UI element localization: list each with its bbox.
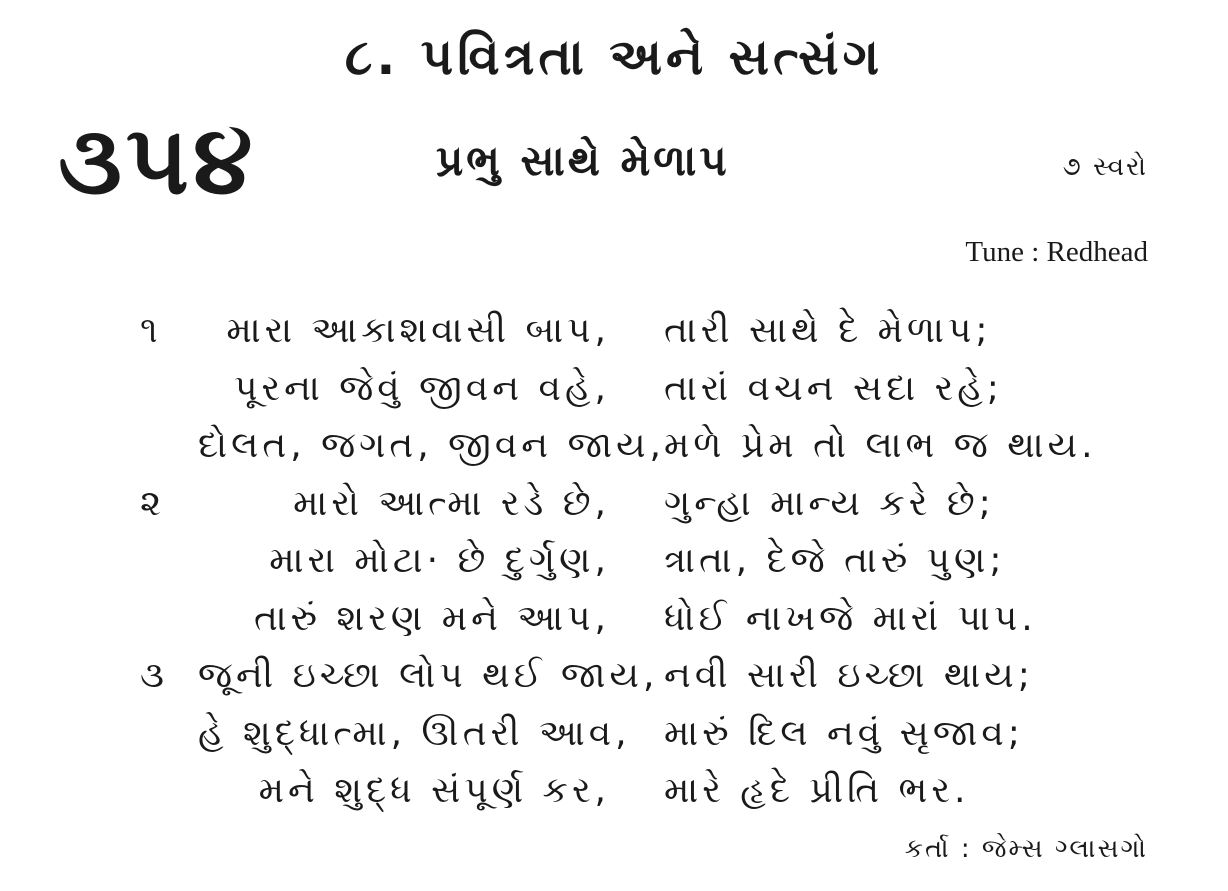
line-second-half: તારી સાથે દે મેળાપ; [664,310,992,351]
line-first-half: તારું શરણ મને આપ, [253,597,610,639]
section-title: ૮. પવિત્રતા અને સત્સંગ [344,28,884,86]
hymn-number: ૩૫૪ [58,104,257,216]
line-second-half: તારાં વચન સદા રહે; [664,367,1003,409]
line-first-half: મને શુદ્ધ સંપૂર્ણ કર, [258,770,610,811]
verse-number: ૩ [140,655,168,696]
stanza-line [0,417,1228,475]
line-first-half: પૂરના જેવું જીવન વહે, [234,367,610,409]
line-second-half: નવી સારી ઇચ્છા થાય; [664,655,1034,696]
stanza-line [0,762,1228,820]
line-first-half: મારા આકાશવાસી બાપ, [226,310,610,351]
line-second-half: મારે હૃદે પ્રીતિ ભર. [664,770,970,811]
line-first-half: મારો આત્મા રડે છે, [293,482,610,524]
author-credit: કર્તા : જેમ્સ ગ્લાસગો [904,834,1148,864]
stanza-line [0,302,1228,360]
line-second-half: ગુન્હા માન્ય કરે છે; [664,482,995,524]
verse-number: ૧ [140,310,162,351]
line-second-half: ત્રાતા, દેજે તારું પુણ; [664,540,1006,581]
line-first-half: જૂની ઇચ્છા લોપ થઈ જાય, [198,655,659,696]
line-second-half: મારું દિલ નવું સૃજાવ; [664,712,1024,754]
stanza-line [0,532,1228,590]
line-second-half: મળે પ્રેમ તો લાભ જ થાય. [664,425,1097,466]
hymn-stanzas [0,302,1228,820]
tune-label: Tune : Redhead [965,236,1148,268]
stanza-line [0,360,1228,418]
verse-number: ૨ [140,482,166,524]
line-second-half: ધોઈ નાખજે મારાં પાપ. [664,597,1037,639]
stanza-line [0,705,1228,763]
hymn-title: પ્રભુ સાથે મેળાપ [436,136,730,185]
line-first-half: દોલત, જગત, જીવન જાય, [198,425,665,466]
verse-count: ૭ સ્વરો [1062,152,1148,182]
stanza-line [0,475,1228,533]
line-first-half: હે શુદ્ધાત્મા, ઊતરી આવ, [198,712,631,754]
stanza-line [0,590,1228,648]
line-first-half: મારા મોટા· છે દુર્ગુણ, [269,540,610,581]
stanza-line [0,647,1228,705]
